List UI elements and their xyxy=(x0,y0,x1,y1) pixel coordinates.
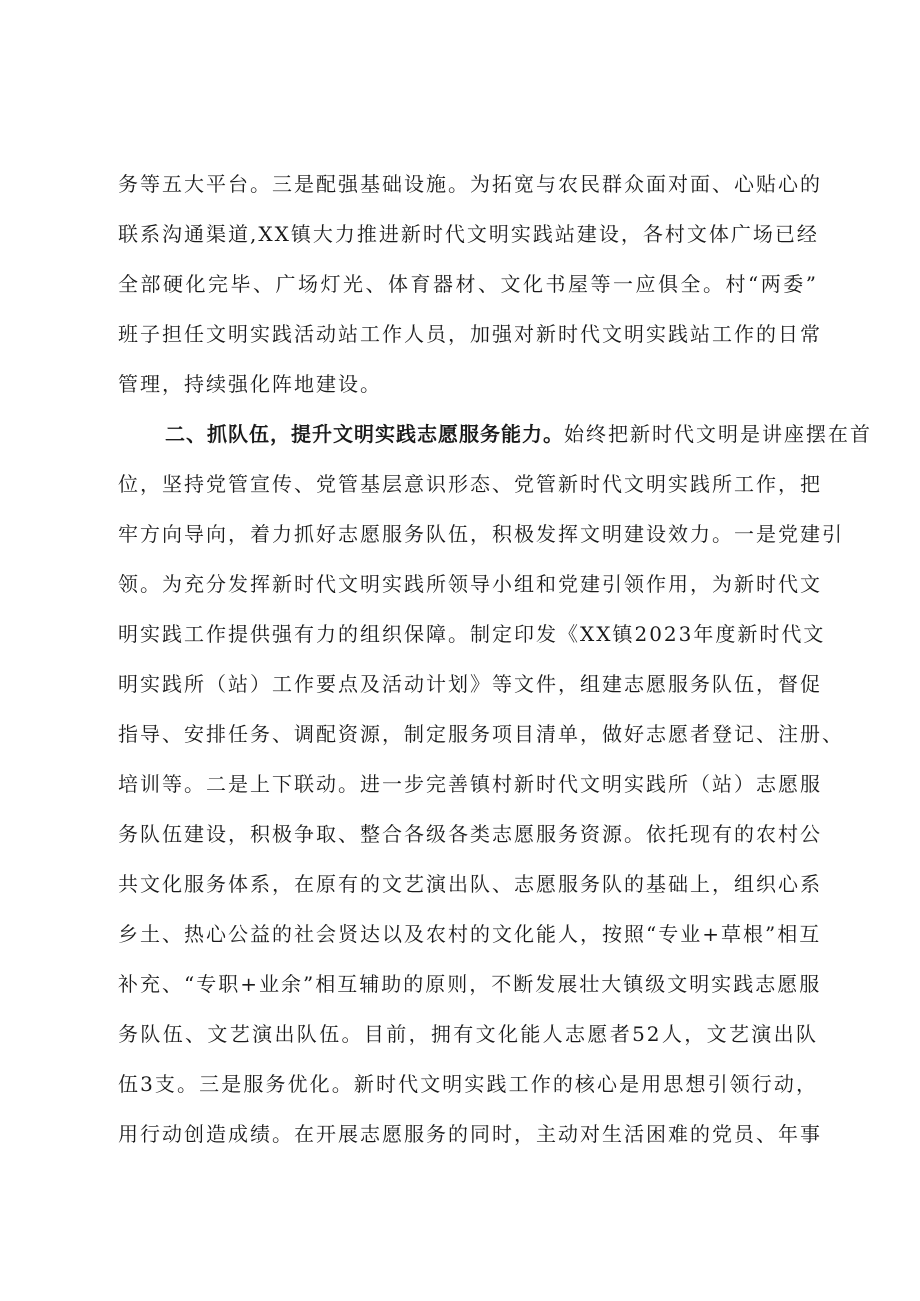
paragraph2-line-4: 领。为充分发挥新时代文明实践所领导小组和党建引领作用，为新时代文 xyxy=(118,572,822,596)
paragraph2-line-15: 用行动创造成绩。在开展志愿服务的同时，主动对生活困难的党员、年事 xyxy=(118,1122,822,1146)
paragraph2-line-13: 务队伍、文艺演出队伍。目前，拥有文化能人志愿者52人，文艺演出队 xyxy=(118,1022,818,1046)
paragraph2-line-9: 务队伍建设，积极争取、整合各级各类志愿服务资源。依托现有的农村公 xyxy=(118,822,822,846)
paragraph2-line-12: 补充、“专职+业余”相互辅助的原则，不断发展壮大镇级文明实践志愿服 xyxy=(118,972,822,996)
paragraph2-line-10: 共文化服务体系，在原有的文艺演出队、志愿服务队的基础上，组织心系 xyxy=(118,872,822,896)
paragraph2-line-1 xyxy=(165,414,872,454)
paragraph2-line-6: 明实践所（站）工作要点及活动计划》等文件，组建志愿服务队伍，督促 xyxy=(118,672,822,696)
paragraph1-line-3: 全部硬化完毕、广场灯光、体育器材、文化书屋等一应俱全。村“两委” xyxy=(118,272,818,296)
paragraph2-line-8: 培训等。二是上下联动。进一步完善镇村新时代文明实践所（站）志愿服 xyxy=(118,772,822,796)
section-heading: 二、抓队伍，提升文明实践志愿服务能力。 xyxy=(165,422,564,446)
paragraph2-line-7: 指导、安排任务、调配资源，制定服务项目清单，做好志愿者登记、注册、 xyxy=(118,722,844,746)
paragraph1-line-4: 班子担任文明实践活动站工作人员，加强对新时代文明实践站工作的日常 xyxy=(118,322,822,346)
paragraph1-line-2: 联系沟通渠道,XX镇大力推进新时代文明实践站建设，各村文体广场已经 xyxy=(118,222,819,246)
paragraph2-line-14: 伍3支。三是服务优化。新时代文明实践工作的核心是用思想引领行动， xyxy=(118,1072,818,1096)
paragraph2-line-3: 牢方向导向，着力抓好志愿服务队伍，积极发挥文明建设效力。一是党建引 xyxy=(118,522,844,546)
paragraph2-line-1-rest: 始终把新时代文明是讲座摆在首 xyxy=(564,422,872,446)
paragraph1-line-1: 务等五大平台。三是配强基础设施。为拓宽与农民群众面对面、心贴心的 xyxy=(118,172,822,196)
paragraph1-line-5: 管理，持续强化阵地建设。 xyxy=(118,372,382,396)
paragraph2-line-2: 位，坚持党管宣传、党管基层意识形态、党管新时代文明实践所工作，把 xyxy=(118,472,822,496)
paragraph2-line-5: 明实践工作提供强有力的组织保障。制定印发《XX镇2023年度新时代文 xyxy=(118,622,826,646)
paragraph2-line-11: 乡土、热心公益的社会贤达以及农村的文化能人，按照“专业+草根”相互 xyxy=(118,922,822,946)
